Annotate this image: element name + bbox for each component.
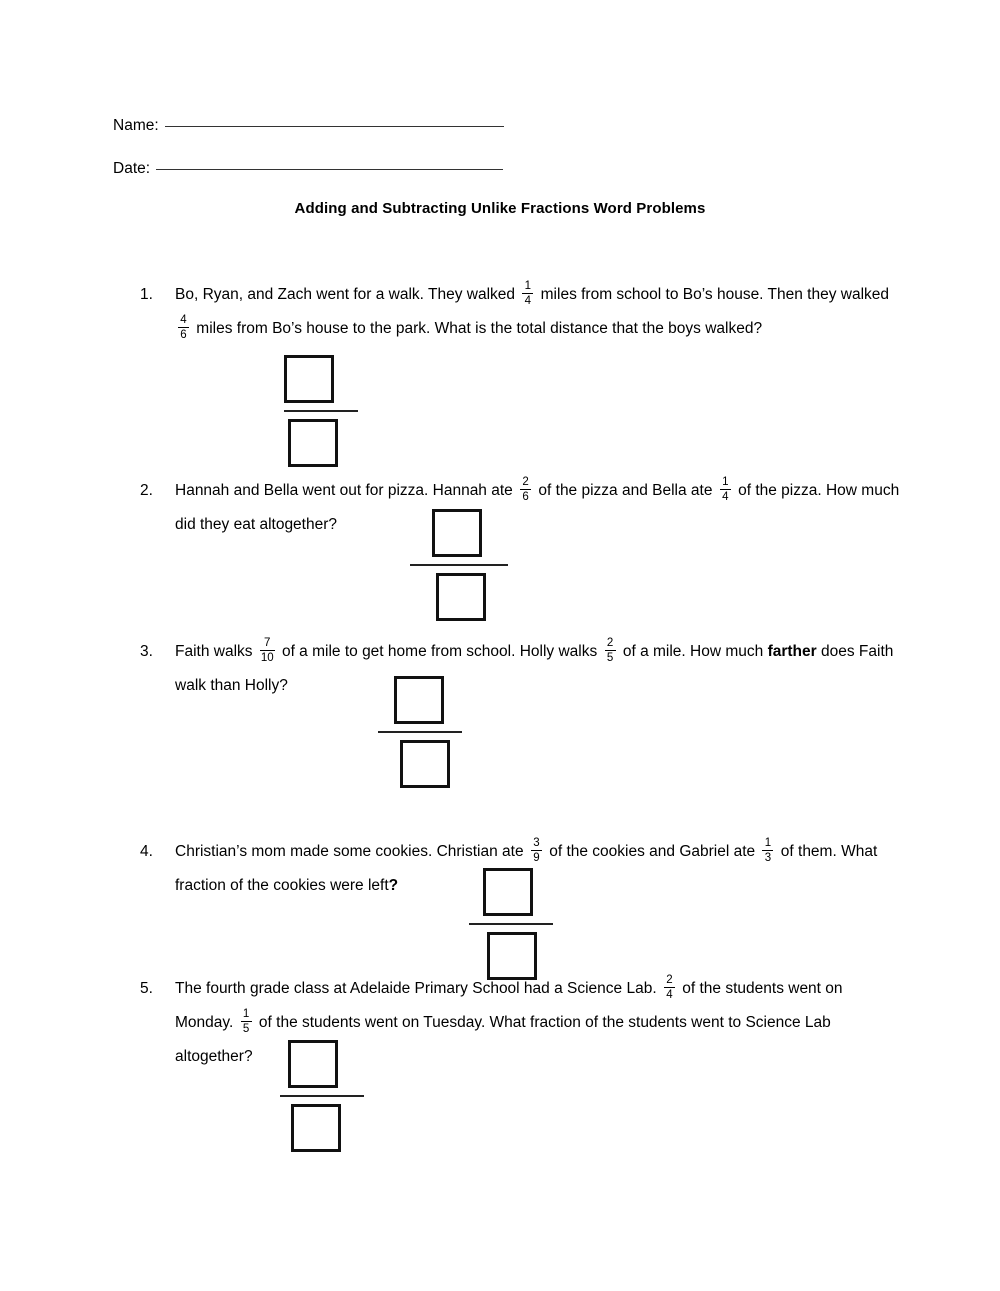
problem-2-text xyxy=(175,474,900,542)
problem-3-answer xyxy=(394,676,462,788)
fraction-numerator: 7 xyxy=(264,637,271,650)
fraction-bar xyxy=(762,850,773,851)
text-run: Hannah and Bella went out for pizza. Hannah ate xyxy=(175,482,518,499)
problem-3 xyxy=(140,635,900,703)
problem-5-answer xyxy=(288,1040,364,1152)
answer-fraction-bar xyxy=(469,923,553,925)
text-run: of a mile. How much xyxy=(618,643,768,660)
problem-1-text xyxy=(175,278,900,346)
answer-fraction-bar xyxy=(410,564,508,566)
text-run: of the students went on Tuesday. What fraction of the students went to Science Lab altogether? xyxy=(175,1014,831,1065)
text-run: of a mile to get home from school. Holly walks xyxy=(277,643,602,660)
answer-numerator-box[interactable] xyxy=(483,868,533,916)
text-run: Christian’s mom made some cookies. Christian ate xyxy=(175,843,528,860)
fraction-bar xyxy=(260,650,275,651)
fraction-bar xyxy=(178,327,189,328)
answer-fraction-bar xyxy=(284,410,358,412)
answer-denominator-box[interactable] xyxy=(487,932,537,980)
inline-fraction xyxy=(260,637,275,664)
fraction-bar xyxy=(720,489,731,490)
name-input-line[interactable] xyxy=(165,125,504,127)
fraction-denominator: 9 xyxy=(533,852,540,865)
fraction-bar xyxy=(520,489,531,490)
emphasis-text: farther xyxy=(767,643,817,660)
inline-fraction xyxy=(520,476,531,503)
inline-fraction xyxy=(522,280,533,307)
fraction-numerator: 2 xyxy=(666,974,673,987)
text-run: Faith walks xyxy=(175,643,257,660)
text-run: of the pizza and Bella ate xyxy=(534,482,717,499)
fraction-bar xyxy=(605,650,616,651)
fraction-bar xyxy=(664,987,675,988)
problem-1-answer xyxy=(284,355,358,467)
fraction-numerator: 1 xyxy=(722,476,729,489)
problem-4-answer xyxy=(483,868,553,980)
answer-numerator-box[interactable] xyxy=(394,676,444,724)
inline-fraction xyxy=(720,476,731,503)
inline-fraction xyxy=(664,974,675,1001)
problem-2-row xyxy=(140,474,900,542)
inline-fraction xyxy=(605,637,616,664)
fraction-denominator: 4 xyxy=(722,491,729,504)
problem-2-answer xyxy=(432,509,508,621)
fraction-numerator: 3 xyxy=(533,837,540,850)
fraction-numerator: 1 xyxy=(242,1008,250,1021)
inline-fraction xyxy=(241,1008,252,1035)
fraction-denominator: 5 xyxy=(242,1023,250,1036)
answer-denominator-box[interactable] xyxy=(436,573,486,621)
problem-5-row xyxy=(140,972,900,1074)
fraction-denominator: 6 xyxy=(180,329,187,342)
problem-5-text xyxy=(175,972,900,1074)
date-field-row xyxy=(113,160,503,178)
name-field-row xyxy=(113,117,504,135)
answer-denominator-box[interactable] xyxy=(400,740,450,788)
date-label: Date: xyxy=(113,160,151,177)
answer-fraction-bar xyxy=(378,731,462,733)
inline-fraction xyxy=(178,314,189,341)
text-run: miles from Bo’s house to the park. What is the total distance that the boys walked? xyxy=(192,320,763,337)
problem-4-number: 4. xyxy=(140,843,153,860)
emphasis-text: ? xyxy=(388,877,399,894)
fraction-numerator: 2 xyxy=(522,476,529,489)
text-run: Bo, Ryan, and Zach went for a walk. They walked xyxy=(175,286,520,303)
problem-5-number: 5. xyxy=(140,980,153,997)
answer-numerator-box[interactable] xyxy=(288,1040,338,1088)
text-run: does Faith walk than Holly? xyxy=(175,643,894,694)
text-run: of the students went on Monday. xyxy=(175,980,843,1031)
problem-1 xyxy=(140,278,900,346)
fraction-bar xyxy=(531,850,542,851)
problem-3-row xyxy=(140,635,900,703)
fraction-denominator: 10 xyxy=(260,652,274,665)
inline-fraction xyxy=(762,837,773,864)
problem-2-number: 2. xyxy=(140,482,153,499)
answer-denominator-box[interactable] xyxy=(291,1104,341,1152)
fraction-numerator: 1 xyxy=(764,837,772,850)
answer-numerator-box[interactable] xyxy=(284,355,334,403)
fraction-numerator: 2 xyxy=(606,637,614,650)
name-label: Name: xyxy=(113,117,159,134)
fraction-numerator: 1 xyxy=(524,280,532,293)
text-run: of them. What fraction of the cookies were left xyxy=(175,843,878,894)
problem-5 xyxy=(140,972,900,1074)
text-run: of the cookies and Gabriel ate xyxy=(544,843,760,860)
answer-numerator-box[interactable] xyxy=(432,509,482,557)
fraction-denominator: 4 xyxy=(666,989,673,1002)
date-input-line[interactable] xyxy=(156,168,503,170)
answer-fraction-bar xyxy=(280,1095,364,1097)
fraction-denominator: 6 xyxy=(522,491,529,504)
text-run: of the pizza. How much did they eat altogether? xyxy=(175,482,900,533)
page-title: Adding and Subtracting Unlike Fractions Word Problems xyxy=(294,200,706,217)
problem-1-row xyxy=(140,278,900,346)
fraction-bar xyxy=(241,1021,252,1022)
text-run: miles from school to Bo’s house. Then they walked xyxy=(536,286,890,303)
answer-denominator-box[interactable] xyxy=(288,419,338,467)
fraction-denominator: 4 xyxy=(524,295,532,308)
inline-fraction xyxy=(531,837,542,864)
fraction-denominator: 3 xyxy=(764,852,772,865)
problem-3-number: 3. xyxy=(140,643,153,660)
problem-1-number: 1. xyxy=(140,286,153,303)
problem-3-text xyxy=(175,635,900,703)
fraction-bar xyxy=(522,293,533,294)
fraction-denominator: 5 xyxy=(606,652,614,665)
text-run: The fourth grade class at Adelaide Primary School had a Science Lab. xyxy=(175,980,661,997)
problem-2 xyxy=(140,474,900,542)
fraction-numerator: 4 xyxy=(180,314,187,327)
